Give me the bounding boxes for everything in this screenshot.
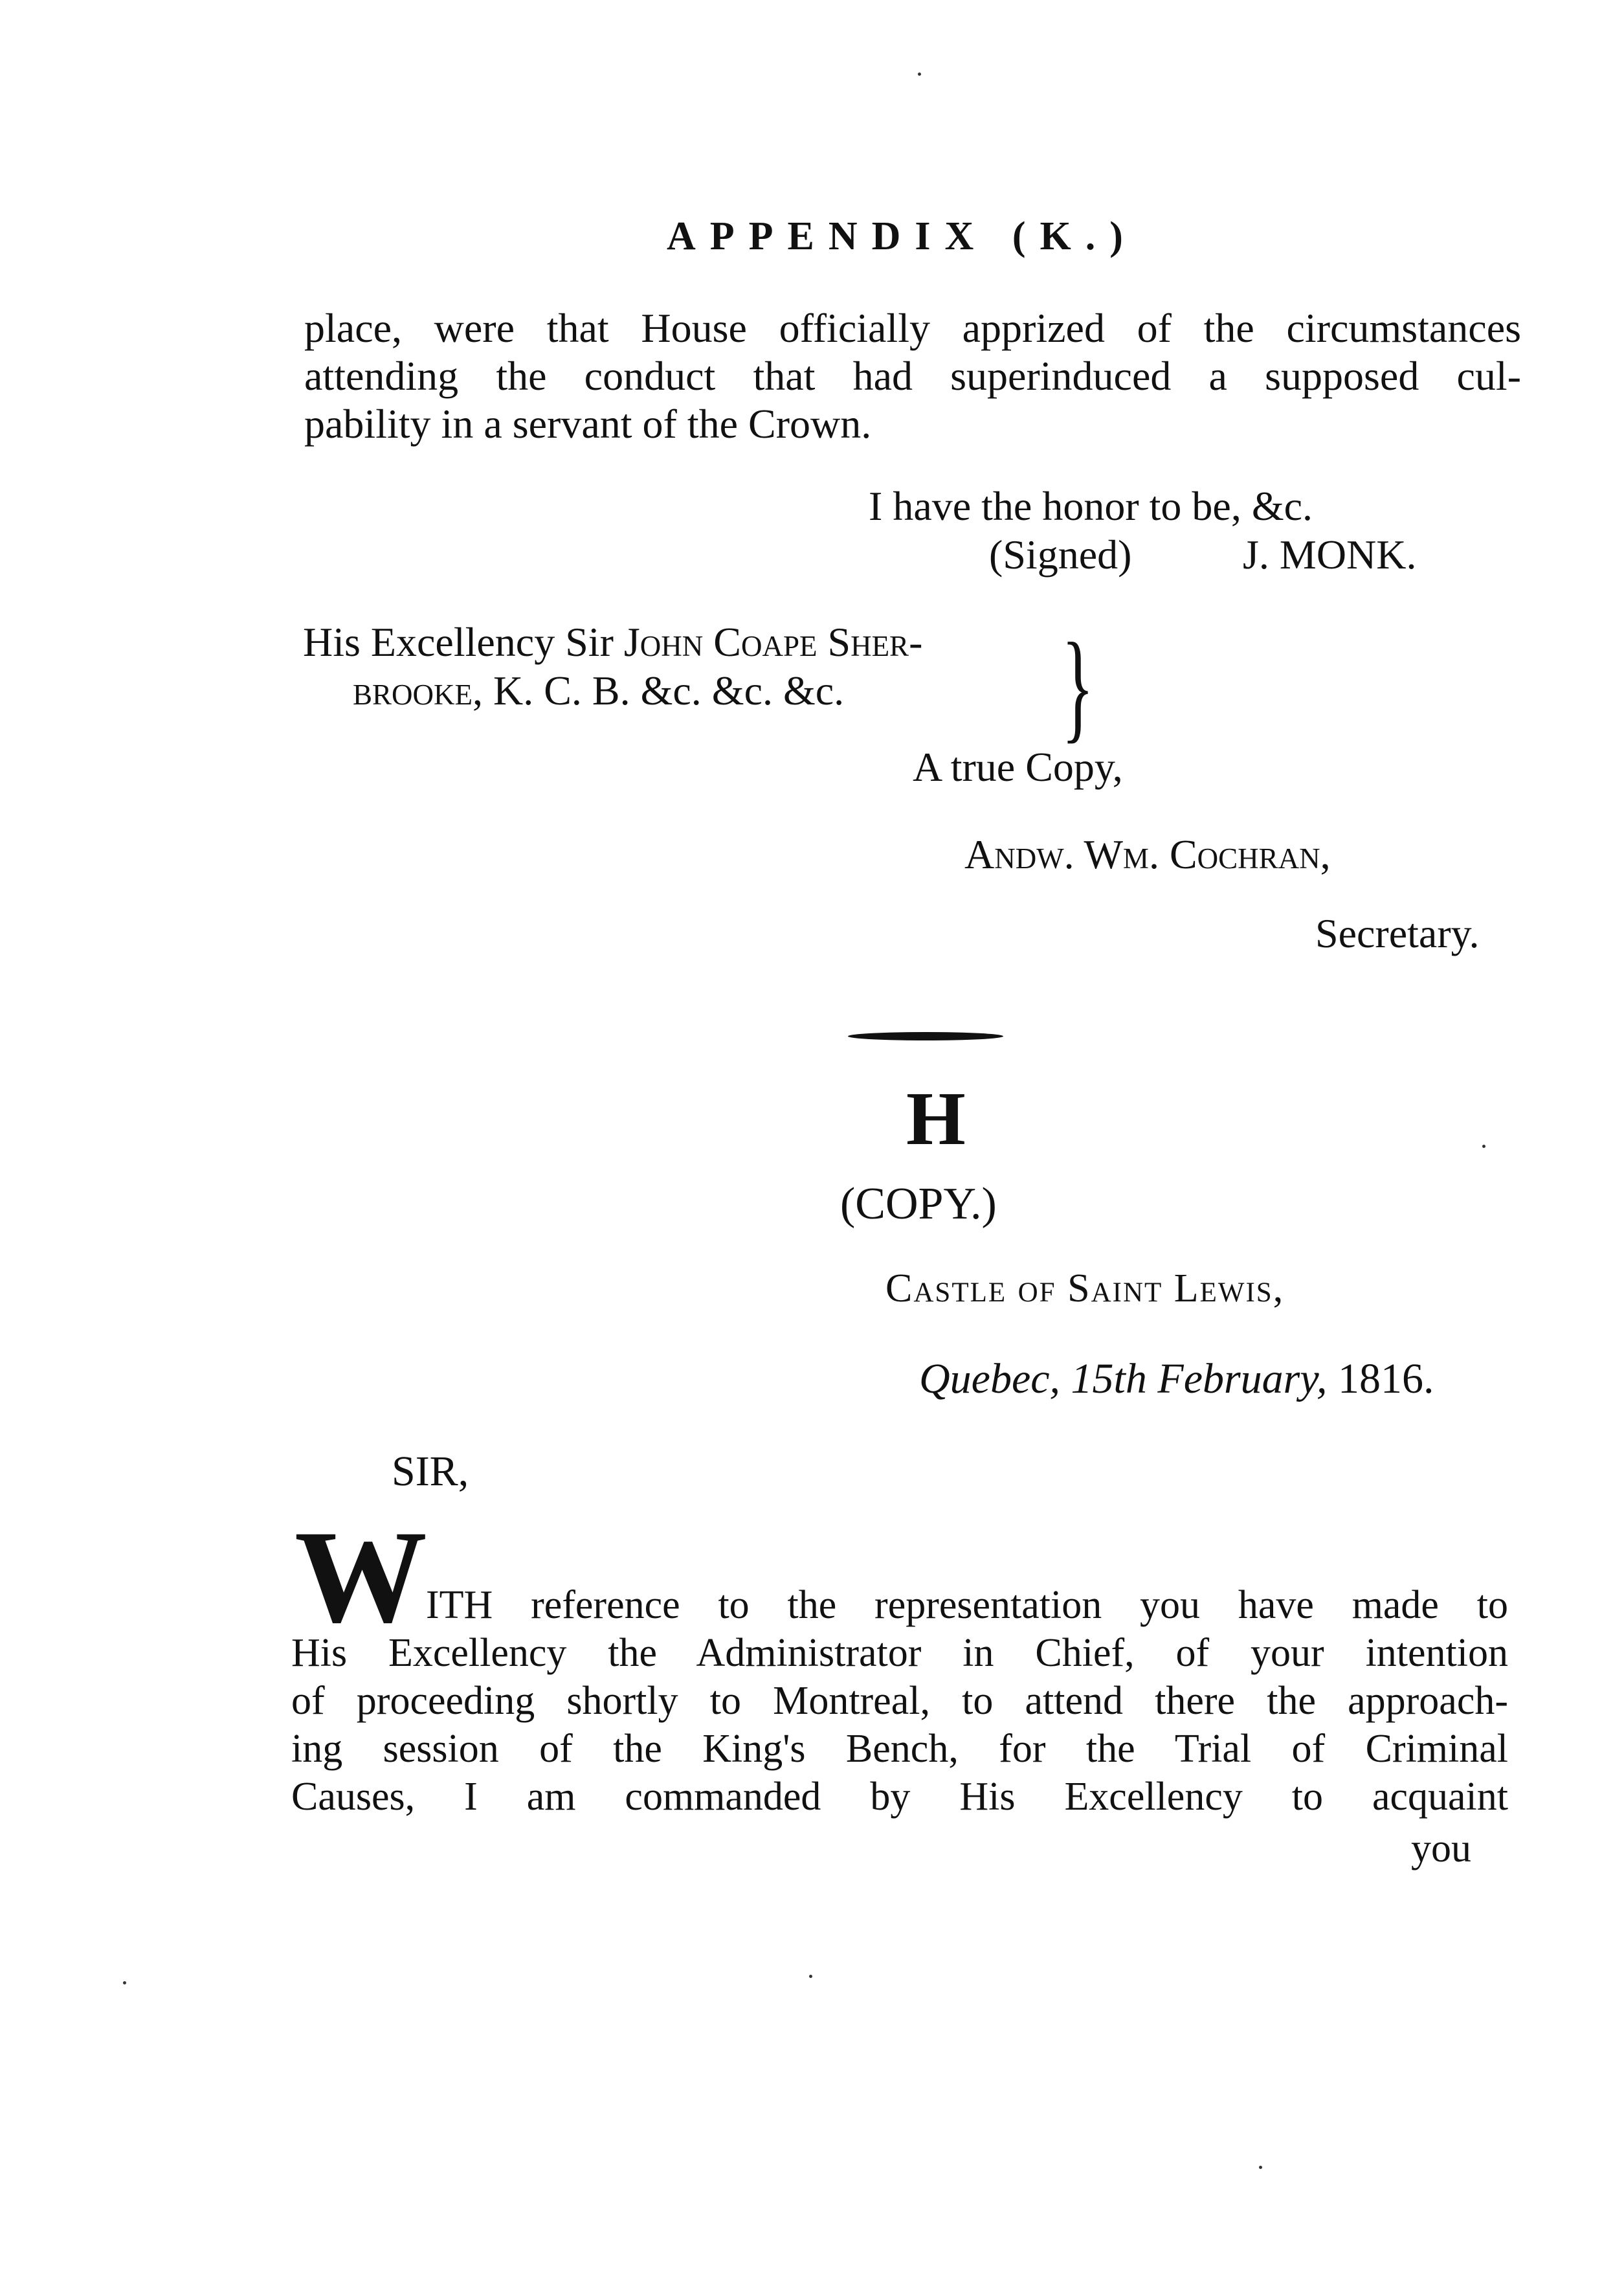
true-copy-label: A true Copy, [913,744,1123,790]
paper-speck [1482,1145,1485,1148]
copy-label: (COPY.) [840,1179,997,1229]
letter-line-1: ITH reference to the representation you have made to [426,1583,1508,1627]
page-header: APPENDIX (K.) [667,214,1137,258]
letter-line-3: of proceeding shortly to Montreal, to attend there the approach- [291,1679,1508,1723]
section-divider [848,1032,1003,1040]
date-year: 1816. [1338,1355,1434,1402]
letter-line-2: His Excellency the Administrator in Chief, of your intention [291,1631,1508,1675]
closing-line: I have the honor to be, &c. [869,483,1313,529]
signed-label: (Signed) [989,532,1132,578]
addressee-name-2: brooke, [353,668,484,713]
addressee-name-1: John Coape Sher- [623,619,923,665]
salutation: SIR, [392,1448,469,1495]
opening-line-3: pability in a servant of the Crown. [304,401,872,447]
section-letter: H [906,1076,966,1161]
addressee-brace: } [1062,618,1095,754]
date-day: 15th February, [1071,1355,1328,1402]
paper-speck [123,1981,126,1984]
addressee-line-1 [303,618,922,666]
secretary-title: Secretary. [1315,910,1480,956]
date-city: Quebec, [919,1355,1061,1402]
place-line: Castle of Saint Lewis, [885,1266,1285,1310]
paper-speck [918,73,921,76]
addressee-line-2 [353,667,844,715]
paper-speck [809,1975,812,1978]
opening-line-1: place, were that House officially apprized of the circumstances [304,305,1521,351]
drop-cap: W [295,1503,427,1650]
signer-name: J. MONK. [1243,532,1417,578]
addressee-honors: K. C. B. &c. &c. &c. [483,668,845,713]
catchword: you [1411,1826,1471,1871]
opening-line-2: attending the conduct that had superinduced a supposed cul- [304,353,1521,399]
letter-line-4: ing session of the King's Bench, for the Trial of Criminal [291,1727,1508,1771]
secretary-name: Andw. Wm. Cochran, [964,831,1331,877]
letter-line-5: Causes, I am commanded by His Excellency to acquaint [291,1775,1508,1819]
date-line [919,1354,1434,1404]
addressee-prefix: His Excellency Sir [303,619,624,665]
paper-speck [1259,2166,1262,2169]
